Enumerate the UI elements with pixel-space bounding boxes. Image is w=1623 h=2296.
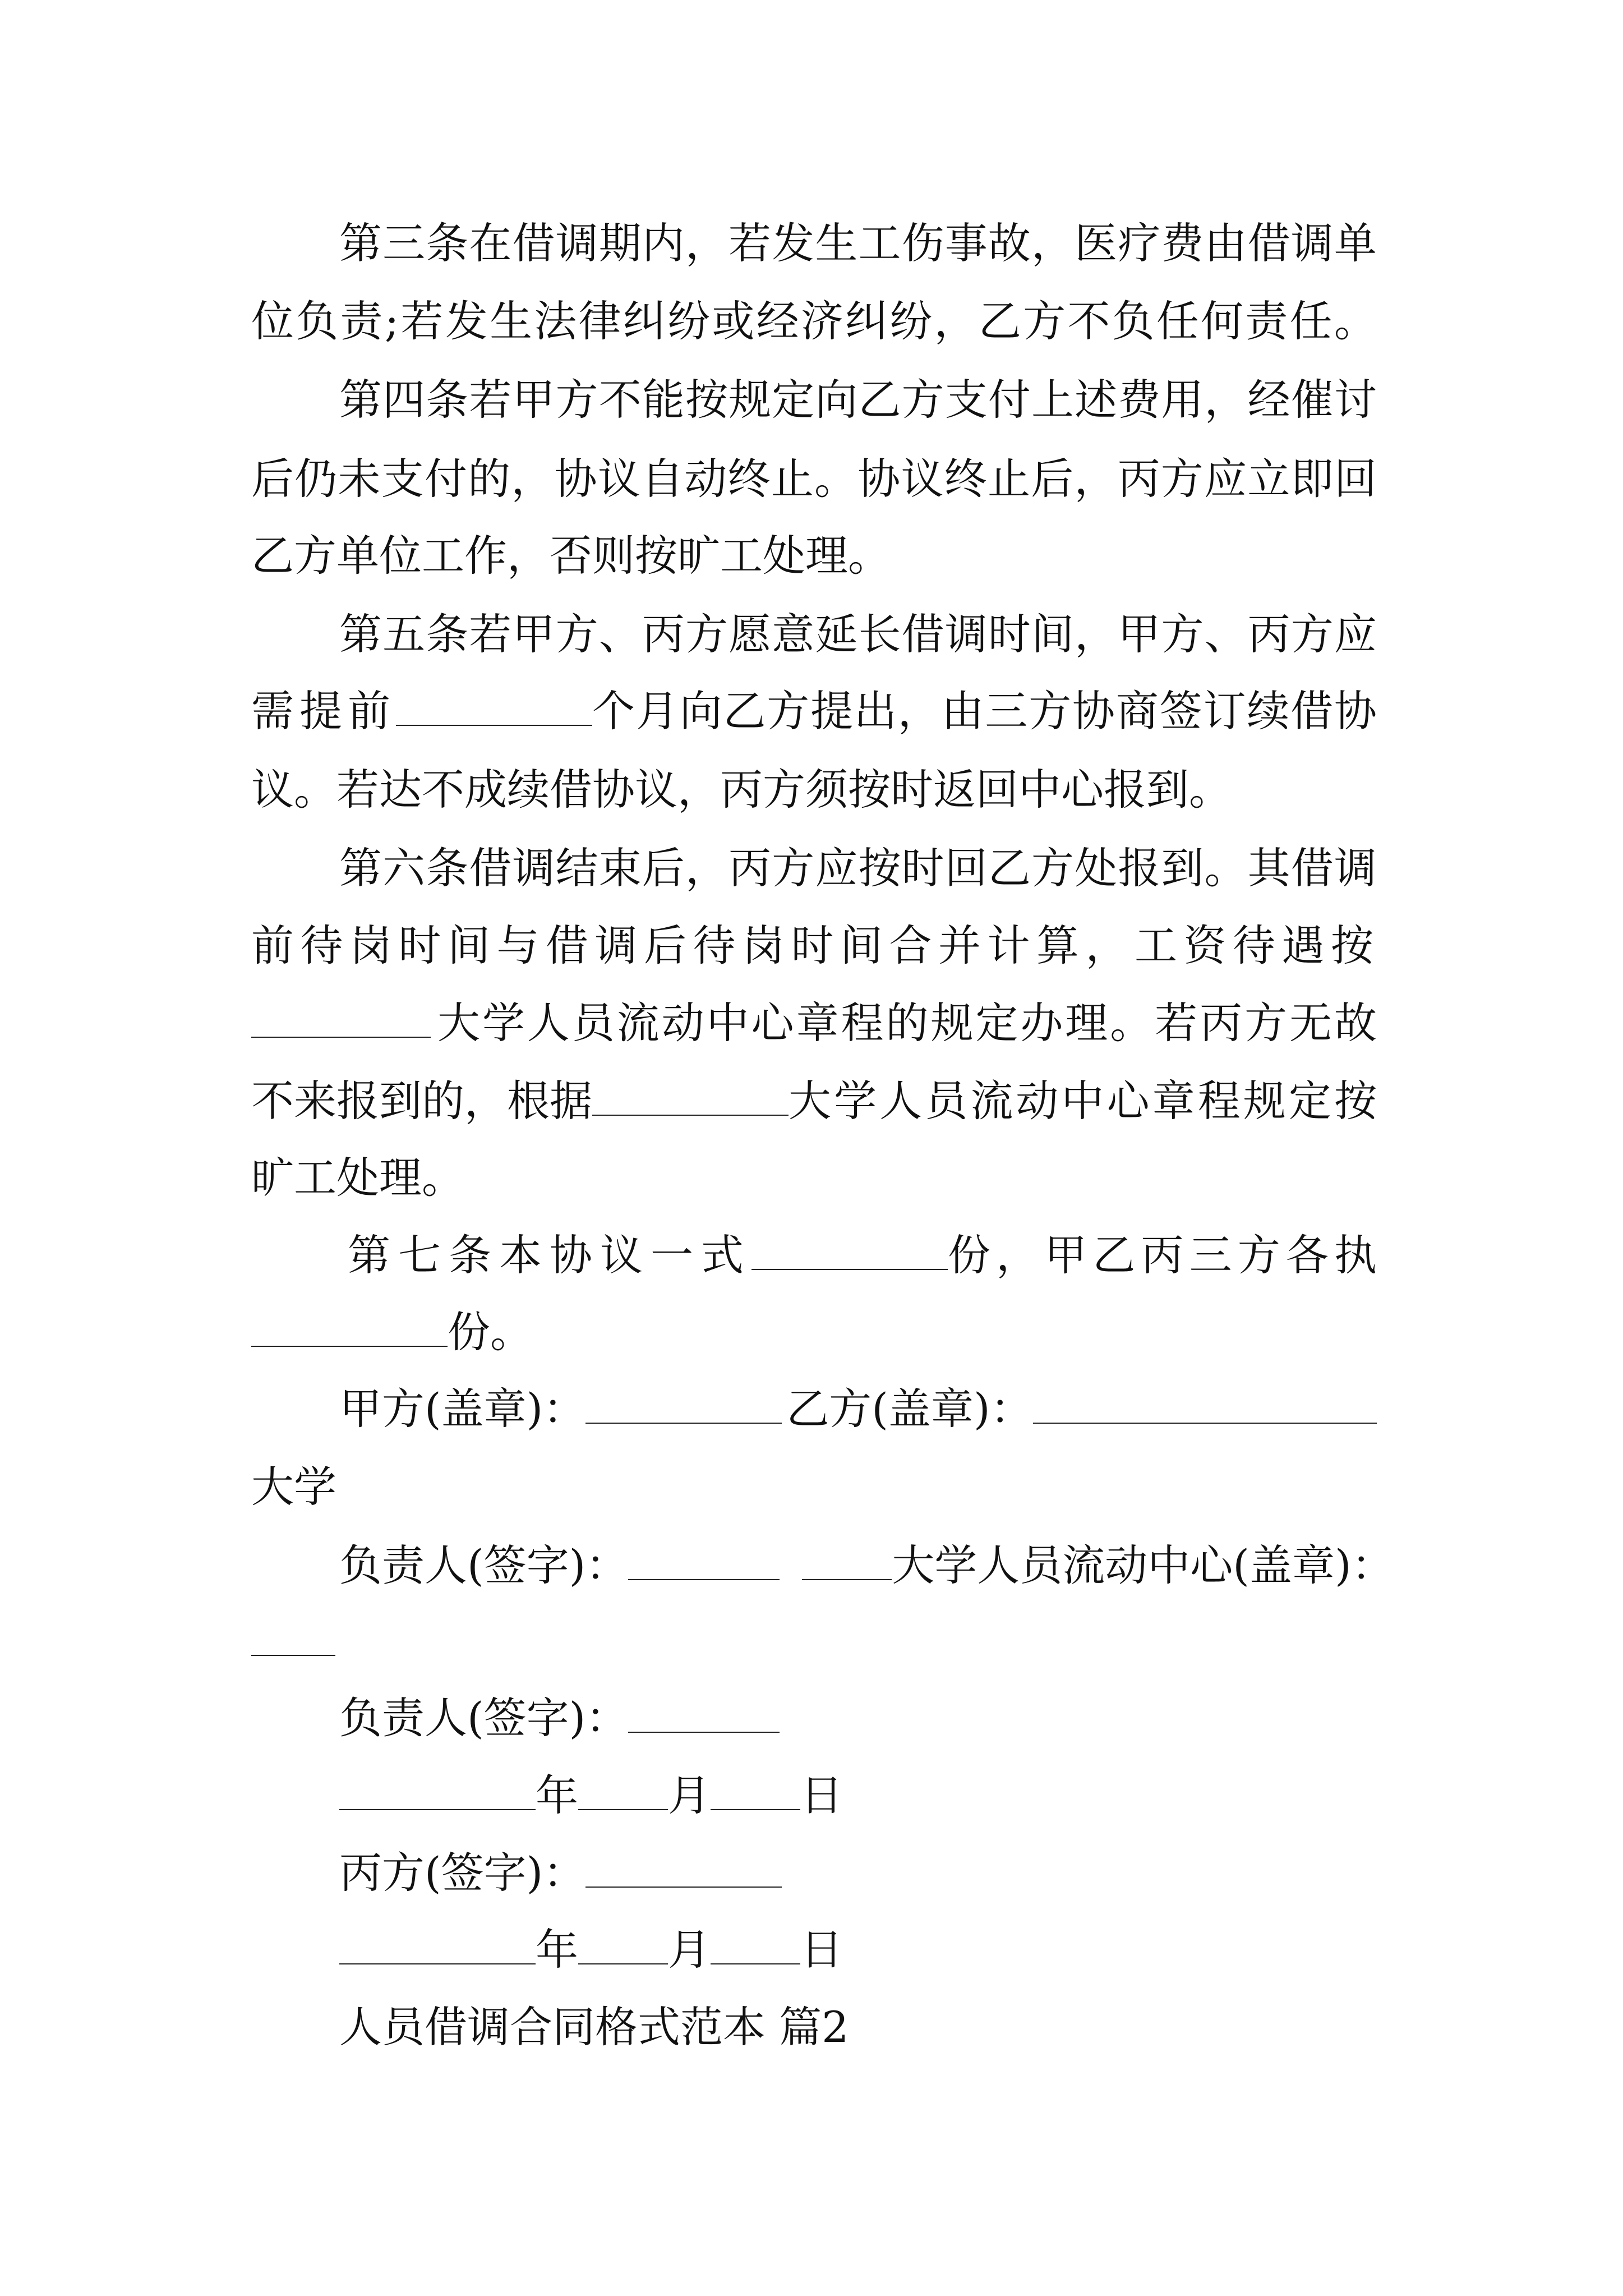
blank-copies-each[interactable]: [251, 1311, 448, 1347]
article-7-line-2: [251, 1306, 533, 1358]
center-label: 大学人员流动中心(盖章)：: [892, 1540, 1394, 1590]
signature-parties-line: [339, 1383, 1377, 1435]
center-seal-line: [251, 1616, 335, 1667]
party-b-label: 乙方(盖章)：: [786, 1384, 1033, 1434]
leader-1-signature-field[interactable]: [628, 1544, 780, 1580]
article-5-text-b: 个月向乙方提出，由三方协商签订续借协: [592, 686, 1377, 736]
article-6-line-1: 第 六 条 借 调 结 束 后 ， 丙 方 应 按 时 回 乙 方 处 报 到 。 其 借 调: [339, 843, 1377, 893]
article-7-text-b: 份，甲乙丙三方各执: [948, 1230, 1377, 1280]
article-7-line-1: [348, 1230, 1377, 1281]
date-2-month-field[interactable]: [578, 1929, 668, 1964]
article-5-line-2: [251, 685, 1377, 737]
party-c-label: 丙方(签字)：: [339, 1848, 586, 1898]
daxue-text: 大学: [251, 1462, 336, 1512]
date-2-year-label: 年: [536, 1925, 578, 1975]
party-b-seal-field[interactable]: [1033, 1388, 1377, 1424]
article-3-line-1: 第 三 条 在 借 调 期 内 ， 若 发 生 工 伤 事 故 ， 医 疗 费 由 借 调 单: [339, 218, 1377, 268]
center-seal-field[interactable]: [251, 1620, 335, 1656]
article-6-text-d: 不来报到的，根据: [251, 1076, 592, 1126]
article-7-text-c: 份。: [448, 1307, 533, 1357]
date-2-year-field[interactable]: [339, 1929, 536, 1964]
leader-2-signature-field[interactable]: [628, 1697, 780, 1733]
date-1-year-label: 年: [536, 1770, 578, 1820]
article-5-text-a: 需提前: [251, 686, 396, 736]
leader-2-label: 负责人(签字)：: [339, 1693, 629, 1743]
article-6-line-5: 旷工处理。: [251, 1153, 464, 1203]
article-5-line-3: 议。若达不成续借协议，丙方须按时返回中心报到。: [251, 765, 1232, 815]
article-4-line-3: 乙方单位工作，否则按旷工处理。: [251, 531, 891, 581]
article-5-line-1: 第 五 条 若 甲 方 、 丙 方 愿 意 延 长 借 调 时 间 ， 甲 方 、 丙 方 应: [339, 609, 1377, 659]
article-4-line-1: 第 四 条 若 甲 方 不 能 按 规 定 向 乙 方 支 付 上 述 费 用 ， 经 催 讨: [339, 375, 1377, 425]
blank-copies-total[interactable]: [751, 1234, 948, 1270]
article-3-line-2: 位 负 责 ; 若 发 生 法 律 纠 纷 或 经 济 纠 纷 ， 乙 方 不 负 任 何 责 任 。: [251, 296, 1377, 346]
next-section-heading: 人员借调合同格式范本 篇2: [339, 2002, 849, 2052]
party-c-signature-field[interactable]: [585, 1852, 782, 1888]
article-6-text-e: 大学人员流动中心章程规定按: [789, 1076, 1377, 1126]
date-1-year-field[interactable]: [339, 1774, 536, 1810]
party-a-label: 甲方(盖章)：: [339, 1384, 586, 1434]
date-2-day-field[interactable]: [711, 1929, 800, 1964]
date-1-day-field[interactable]: [711, 1774, 800, 1810]
party-c-line: [339, 1847, 782, 1899]
date-1-month-label: 月: [668, 1770, 711, 1820]
blank-university-1[interactable]: [251, 1002, 431, 1038]
center-prefix-blank[interactable]: [802, 1544, 892, 1580]
article-4-line-2: 后 仍 未 支 付 的 ， 协 议 自 动 终 止 。 协 议 终 止 后 ， 丙 方 应 立 即 回: [251, 454, 1377, 504]
date-2-month-label: 月: [668, 1925, 711, 1975]
leader-center-line: [339, 1540, 1394, 1591]
article-6-line-3: [251, 997, 1377, 1049]
article-6-text-c: 大学人员流动中心章程的规定办理。若丙方无故: [437, 998, 1377, 1048]
article-6-line-2: 前 待 岗 时 间 与 借 调 后 待 岗 时 间 合 并 计 算 ， 工 资 待 遇 按: [251, 921, 1377, 970]
date-2-day-label: 日: [800, 1925, 843, 1975]
leader-2-line: [339, 1692, 780, 1744]
date-1-month-field[interactable]: [578, 1774, 668, 1810]
date-1-day-label: 日: [800, 1770, 843, 1820]
article-6-line-4: [251, 1075, 1377, 1127]
blank-months[interactable]: [396, 690, 592, 726]
party-a-seal-field[interactable]: [585, 1388, 782, 1424]
blank-university-2[interactable]: [592, 1080, 789, 1116]
article-7-text-a: 第七条本协议一式: [348, 1230, 751, 1280]
date-line-1: [339, 1770, 843, 1821]
leader-1-label: 负责人(签字)：: [339, 1540, 629, 1590]
date-line-2: [339, 1924, 843, 1976]
